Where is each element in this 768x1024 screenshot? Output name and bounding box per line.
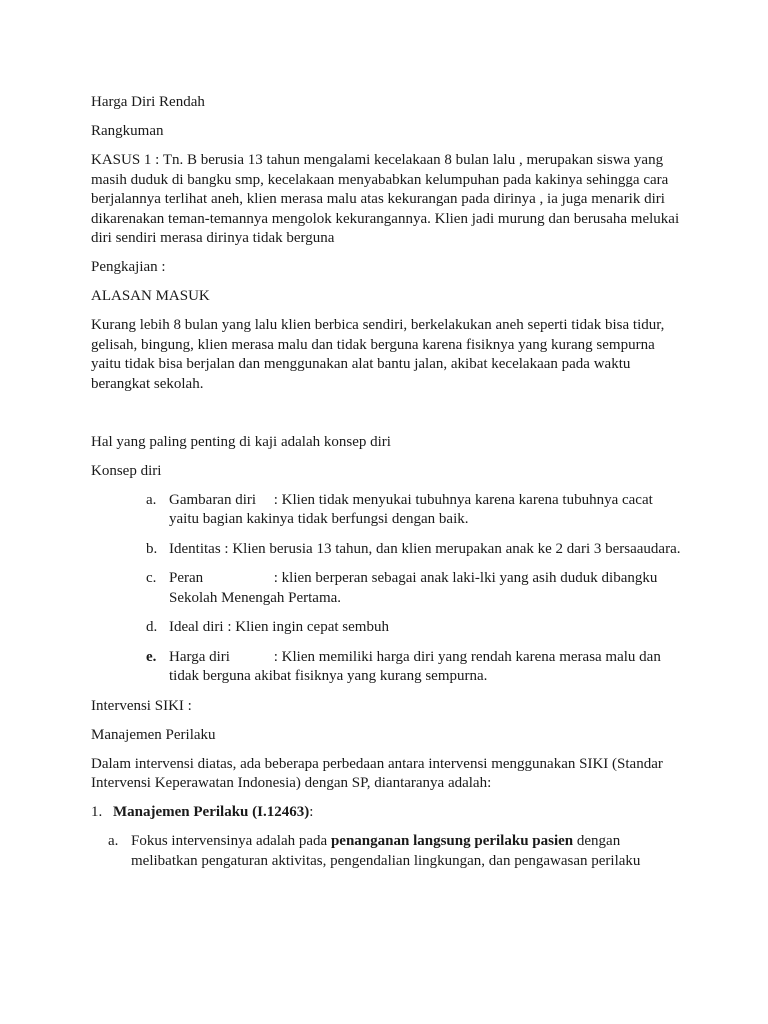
summary-label: Rangkuman [91, 123, 164, 139]
list-desc: : Klien tidak menyukai tubuhnya karena karena tubuhnya cacat yaitu bagian kakinya tidak berfungsi dengan baik. [169, 491, 653, 527]
list-term: Gambaran diri [169, 491, 257, 508]
document-title: Harga Diri Rendah [91, 94, 205, 110]
reason-paragraph: Kurang lebih 8 bulan yang lalu klien berbica sendiri, berkelakukan aneh seperti tidak bisa tidur, gelisah, bingung, klien merasa malu dan tidak berguna karena fisiknya yang kurang sempurna yaitu tidak bisa berjalan dan menggunakan alat bantu jalan, akibat kecelakaan pada waktu berangkat sekolah. [91, 317, 665, 392]
important-note: Hal yang paling penting di kaji adalah konsep diri [91, 433, 391, 450]
list-item [91, 618, 681, 638]
list-marker: a. [146, 491, 157, 508]
list-desc: : Klien memiliki harga diri yang rendah karena merasa malu dan tidak berguna akibat fisiknya yang kurang sempurna. [169, 648, 661, 684]
self-concept-heading: Konsep diri [91, 462, 162, 479]
sub-list-marker: a. [108, 833, 119, 849]
numbered-suffix: : [309, 804, 314, 820]
numbered-marker: 1. [91, 804, 103, 820]
assessment-label: Pengkajian : [91, 259, 166, 275]
sub-list-item [91, 832, 681, 871]
sub-item-prefix: Fokus intervensinya adalah pada [131, 833, 331, 849]
behavior-management-heading: Manajemen Perilaku [91, 726, 216, 743]
sub-item-bold: penanganan langsung perilaku pasien [330, 833, 574, 849]
numbered-title: Manajemen Perilaku (I.12463) [113, 804, 310, 820]
list-marker: b. [146, 540, 158, 557]
intervention-heading: Intervensi SIKI : [91, 697, 192, 714]
case-paragraph: KASUS 1 : Tn. B berusia 13 tahun mengalami kecelakaan 8 bulan lalu , merupakan siswa yang masih duduk di bangku smp, kecelakaan menyababkan kelumpuhan pada kakinya sehingga cara berjalannya terlihat aneh, klien merasa malu atas kekurangan pada dirinya , ia juga menarik diri dikarenakan teman-temannya mengolok kekurangannya. Klien jadi murung dan berusaha melukai diri sendiri merasa dirinya tidak berguna [91, 152, 680, 246]
sub-item-suffix: dengan melibatkan pengaturan aktivitas, pengendalian lingkungan, dan pengawasan perilaku [131, 833, 641, 869]
list-desc: : Klien berusia 13 tahun, dan klien merupakan anak ke 2 dari 3 bersaaudara. [224, 540, 681, 557]
blank-line [91, 404, 681, 433]
list-item [91, 569, 681, 608]
list-desc: : klien berperan sebagai anak laki-lki yang asih duduk dibangku Sekolah Menengah Pertama. [169, 570, 658, 606]
self-concept-list [91, 491, 681, 687]
list-item [91, 491, 681, 530]
list-desc: : Klien ingin cepat sembuh [227, 619, 389, 635]
list-marker: c. [146, 570, 157, 586]
document-body [91, 93, 681, 871]
numbered-item [91, 803, 681, 823]
list-term: Identitas [169, 540, 221, 557]
list-marker: d. [146, 619, 158, 635]
list-item [91, 540, 681, 560]
reason-heading: ALASAN MASUK [91, 288, 210, 304]
list-term: Harga diri [169, 648, 230, 665]
list-term: Ideal diri [169, 619, 224, 635]
comparison-paragraph: Dalam intervensi diatas, ada beberapa perbedaan antara intervensi menggunakan SIKI (Standar Intervensi Keperawatan Indonesia) dengan SP, diantaranya adalah: [91, 755, 663, 791]
list-item [91, 648, 681, 687]
list-term: Peran [169, 570, 204, 586]
list-marker: e. [146, 648, 157, 665]
